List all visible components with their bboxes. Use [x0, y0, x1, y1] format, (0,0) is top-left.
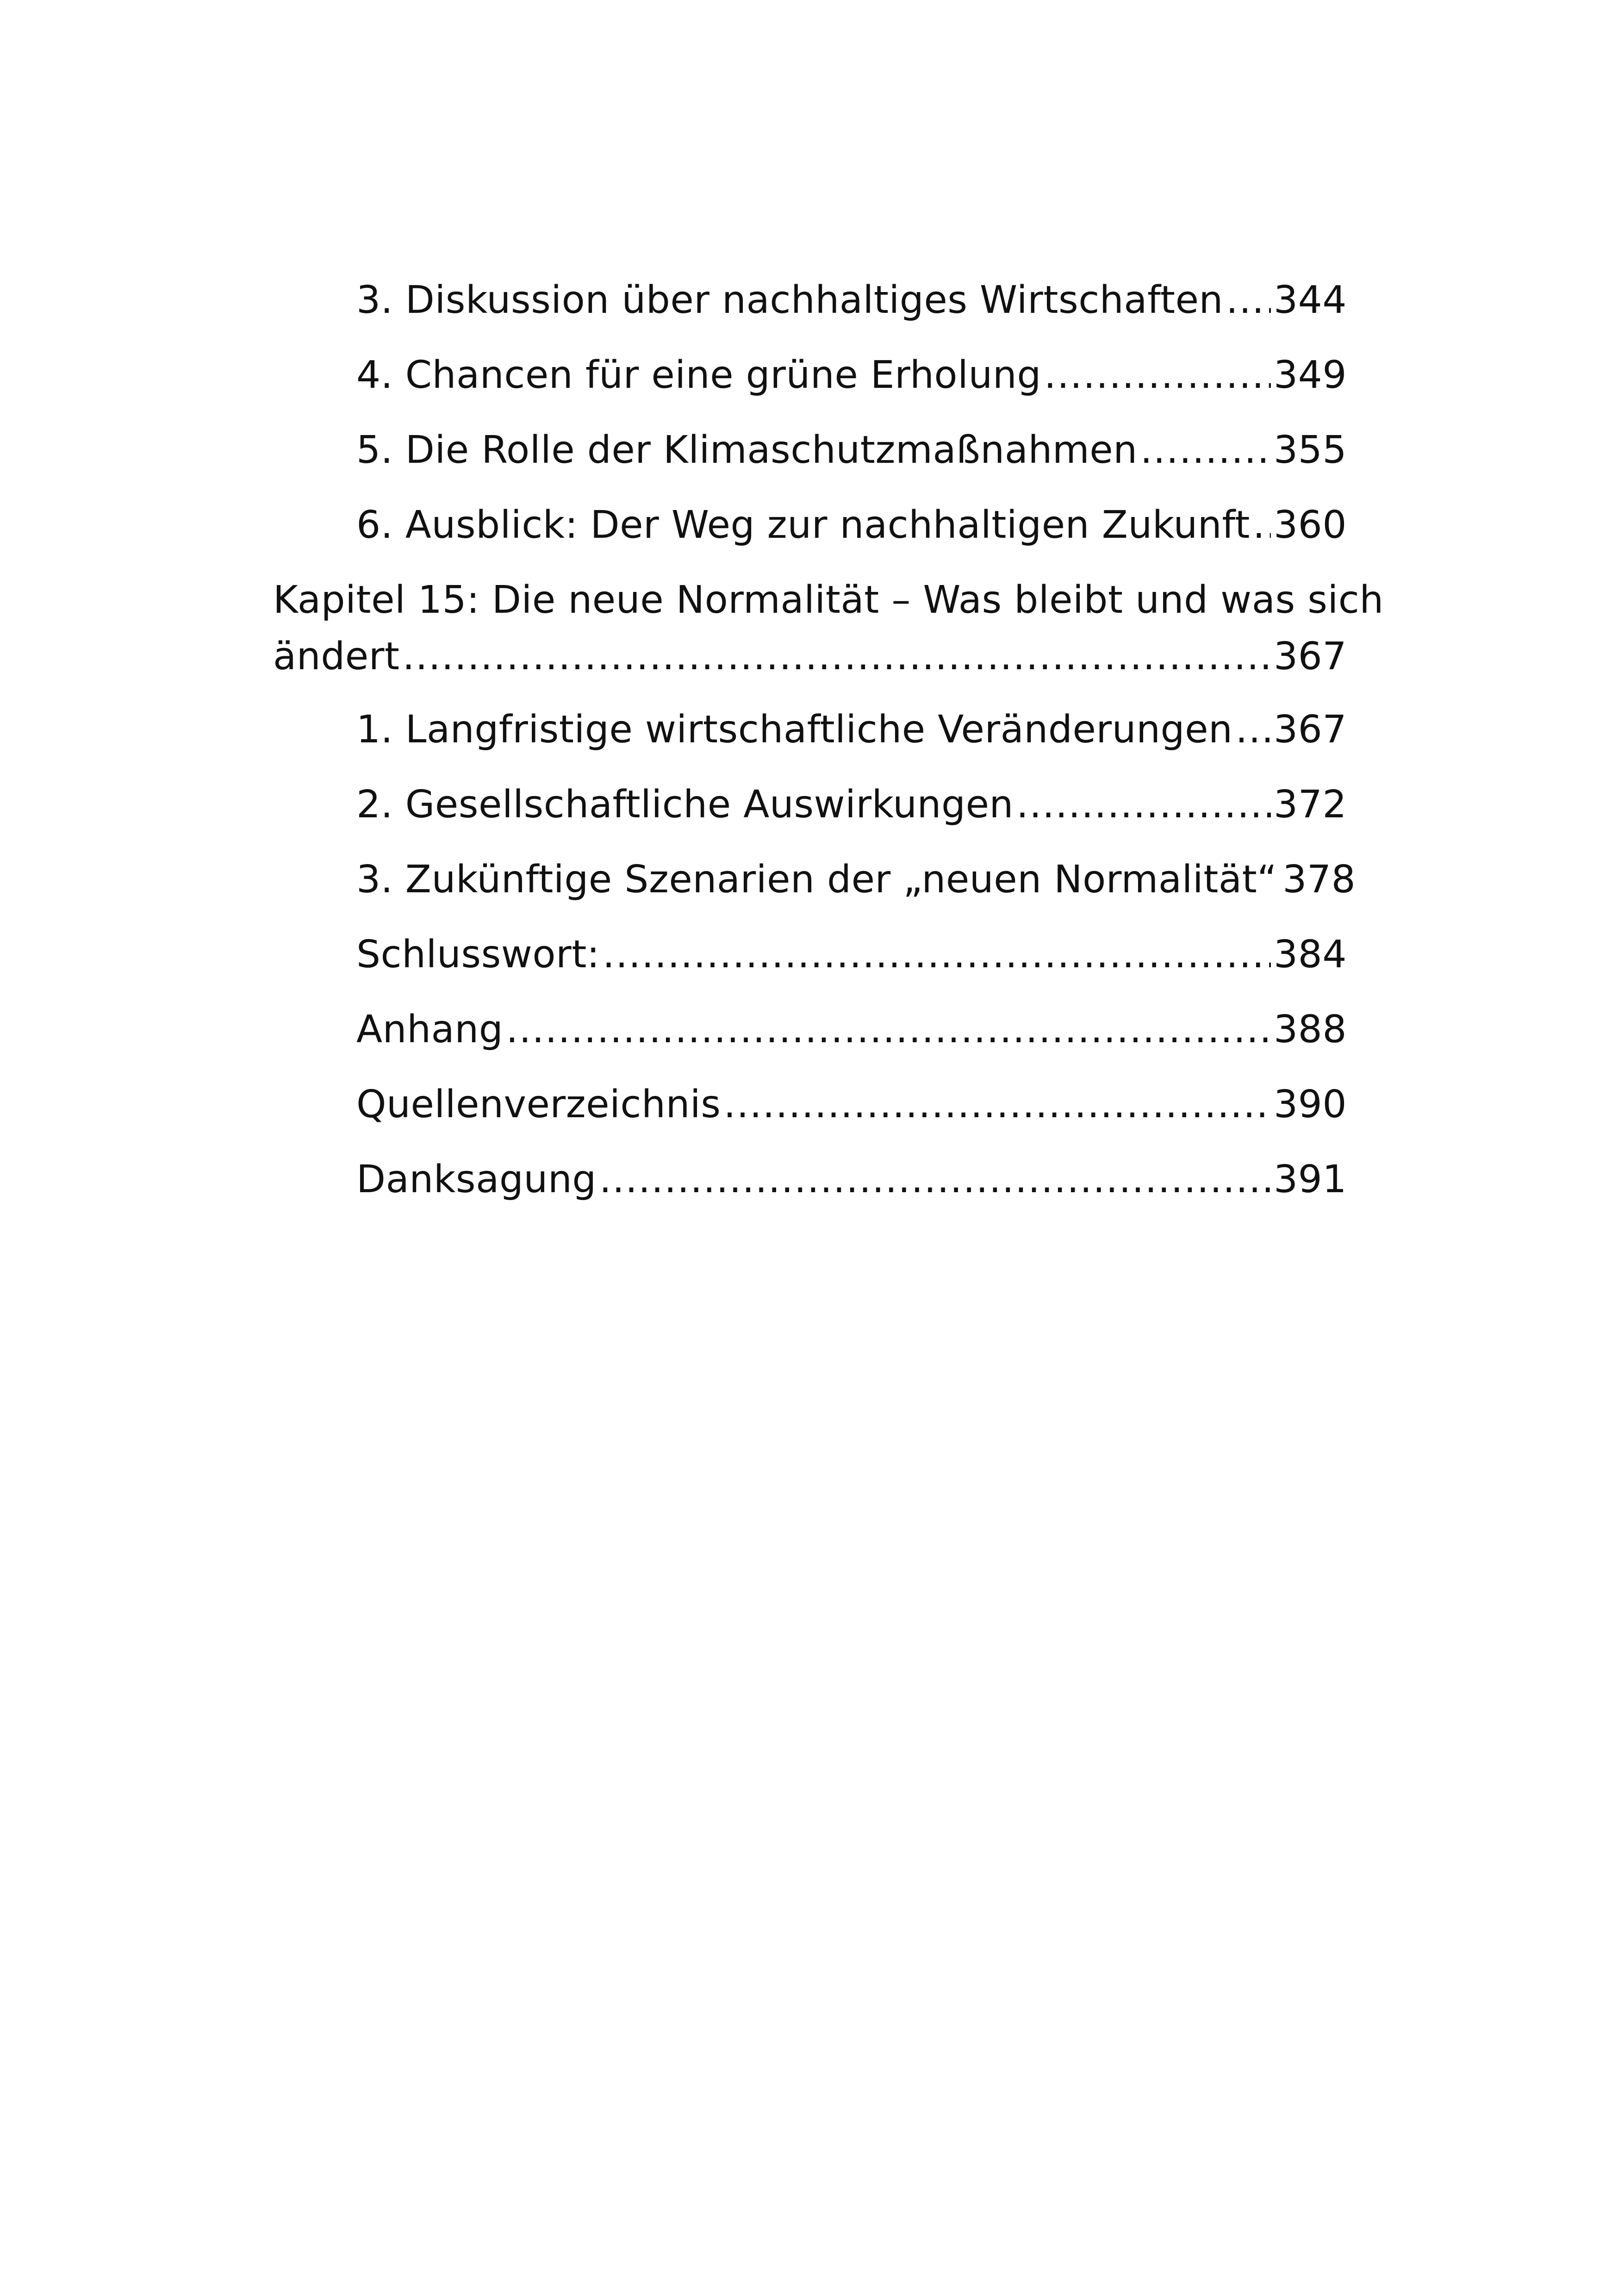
toc-entry-title: 4. Chancen für eine grüne Erholung: [356, 353, 1041, 397]
dot-leader: [603, 927, 1271, 983]
dot-leader: [1226, 272, 1271, 329]
toc-entry-page: 367: [1273, 635, 1347, 678]
toc-entry-page: 344: [1273, 278, 1347, 322]
toc-entry: [273, 852, 1356, 908]
dot-leader: [599, 1151, 1271, 1208]
toc-entry-title: 2. Gesellschaftliche Auswirkungen: [356, 783, 1014, 827]
toc-entry-page: 388: [1273, 1008, 1347, 1052]
toc-entry-page: 390: [1273, 1083, 1347, 1126]
toc-entry-page: 349: [1273, 353, 1347, 397]
toc-entry-title: Anhang: [356, 1008, 504, 1052]
dot-leader: [1253, 497, 1271, 554]
toc-entry-page: 367: [1273, 708, 1347, 752]
toc-entry-title: 6. Ausblick: Der Weg zur nachhaltigen Zukunft: [356, 503, 1250, 547]
toc-entry: [273, 927, 1347, 983]
toc-chapter-title-line2: ändert: [273, 635, 400, 678]
toc-entry-page: 360: [1273, 503, 1347, 547]
toc-entry-page: 384: [1273, 933, 1347, 977]
toc-entry: [273, 272, 1347, 329]
toc-chapter-title-line1: Kapitel 15: Die neue Normalität – Was bleibt und was sich: [273, 578, 1384, 622]
dot-leader: [723, 1076, 1271, 1133]
dot-leader: [1016, 777, 1271, 833]
toc-entry-title: 3. Zukünftige Szenarien der „neuen Normalität“: [356, 858, 1277, 902]
toc-entry: [273, 777, 1347, 833]
toc-entry-page: 355: [1273, 428, 1347, 472]
toc-entry: [273, 497, 1347, 554]
toc-entry: [273, 1151, 1347, 1208]
toc-entry: [273, 702, 1347, 758]
toc-entry-page: 391: [1273, 1157, 1347, 1201]
dot-leader: [1044, 347, 1271, 404]
dot-leader: [403, 628, 1271, 685]
toc-entry: [273, 347, 1347, 404]
toc-entry: [273, 1002, 1347, 1058]
toc-entry: [273, 1076, 1347, 1133]
toc-entry-title: Quellenverzeichnis: [356, 1083, 721, 1126]
dot-leader: [1236, 702, 1271, 758]
toc-entry-title: 5. Die Rolle der Klimaschutzmaßnahmen: [356, 428, 1138, 472]
dot-leader: [506, 1002, 1271, 1058]
toc-entry-page: 378: [1282, 858, 1356, 902]
toc-entry-title: Schlusswort:: [356, 933, 600, 977]
toc-entry: [273, 422, 1347, 479]
toc-chapter-entry: [273, 572, 1384, 685]
toc-entry-title: 3. Diskussion über nachhaltiges Wirtschaften: [356, 278, 1224, 322]
toc-entry-page: 372: [1273, 783, 1347, 827]
dot-leader: [1140, 422, 1271, 479]
toc-entry-title: Danksagung: [356, 1157, 597, 1201]
toc-entry-title: 1. Langfristige wirtschaftliche Veränderungen: [356, 708, 1233, 752]
table-of-contents: [273, 272, 1384, 1226]
